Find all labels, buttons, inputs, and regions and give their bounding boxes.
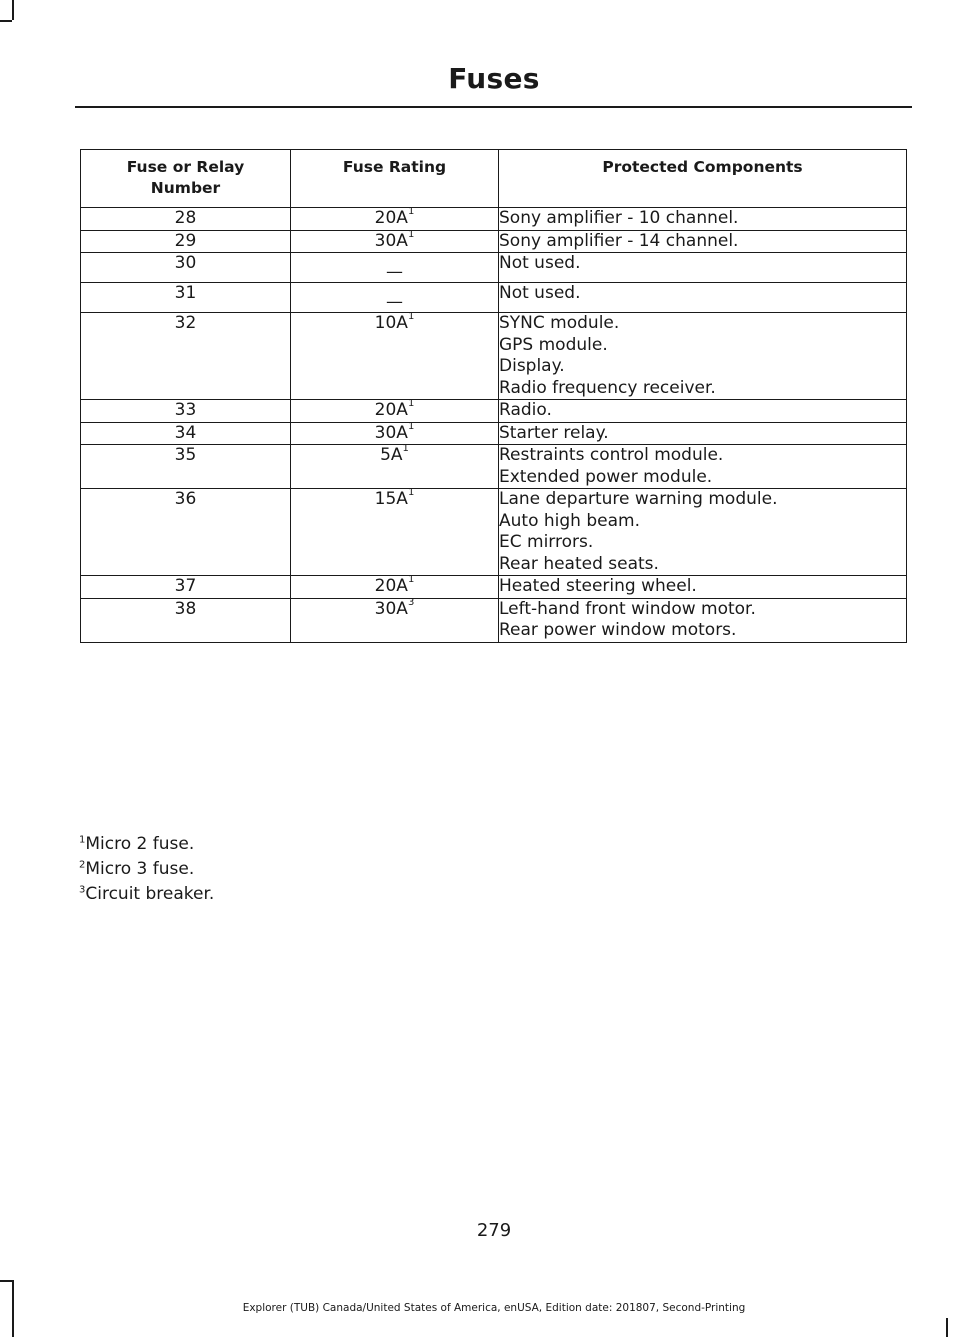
protected-components <box>499 576 907 599</box>
component-line: Not used. <box>499 253 581 273</box>
protected-components <box>499 253 907 283</box>
footnote-marker: 1 <box>407 228 415 240</box>
fuse-number: 29 <box>81 230 291 253</box>
footnote-marker: 1 <box>407 311 415 323</box>
fuse-rating-value: 20A <box>374 400 408 420</box>
page-number: 279 <box>476 1220 512 1241</box>
fuse-rating-value: 30A <box>374 598 408 619</box>
component-line: Sony amplifier - 14 channel. <box>499 230 739 251</box>
crop-mark-top-left <box>12 0 14 20</box>
fuse-rating <box>291 253 499 283</box>
footnotes <box>79 832 214 907</box>
table-row <box>81 313 907 400</box>
component-line: Radio. <box>499 400 552 420</box>
table-row <box>81 576 907 599</box>
component-line: Auto high beam. <box>499 510 640 531</box>
fuse-rating <box>291 313 499 400</box>
title-divider <box>75 106 912 108</box>
footnote-marker: 1 <box>402 443 409 455</box>
footnote: $^1$Micro 2 fuse. <box>79 834 195 854</box>
fuse-rating <box>291 489 499 576</box>
protected-components <box>499 422 907 445</box>
fuse-rating <box>291 230 499 253</box>
fuse-rating-value: 10A <box>374 313 408 333</box>
component-line: Sony amplifier - 10 channel. <box>499 208 739 228</box>
fuse-rating <box>291 576 499 599</box>
table-row <box>81 253 907 283</box>
fuse-table <box>80 149 907 643</box>
fuse-number: 35 <box>81 445 291 489</box>
component-line: EC mirrors. <box>499 532 594 552</box>
fuse-number: 30 <box>81 253 291 283</box>
fuse-rating-value: 30A <box>374 422 408 443</box>
fuse-rating <box>291 283 499 313</box>
fuse-rating-value: 5A <box>380 445 403 465</box>
table-row <box>81 230 907 253</box>
fuse-rating-value: — <box>386 262 403 282</box>
component-line: Heated steering wheel. <box>499 576 697 596</box>
table-header-row <box>81 150 907 208</box>
component-line: Rear power window motors. <box>499 620 737 640</box>
protected-components <box>499 313 907 400</box>
component-line: Lane departure warning module. <box>499 489 778 509</box>
crop-mark-bottom-right <box>946 1318 948 1337</box>
component-line: SYNC module. <box>499 313 620 333</box>
fuse-number: 36 <box>81 489 291 576</box>
fuse-table-body <box>81 208 907 643</box>
fuse-rating <box>291 422 499 445</box>
table-row <box>81 283 907 313</box>
table-row <box>81 208 907 231</box>
protected-components <box>499 445 907 489</box>
page-title: Fuses <box>448 62 540 95</box>
protected-components <box>499 230 907 253</box>
footnote: $^2$Micro 3 fuse. <box>79 859 195 879</box>
protected-components <box>499 598 907 642</box>
footnote-marker: 3 <box>407 596 415 608</box>
protected-components <box>499 489 907 576</box>
fuse-rating-value: 30A <box>374 230 408 251</box>
fuse-number: 33 <box>81 400 291 423</box>
column-header-number: Fuse or Relay Number <box>81 150 291 208</box>
fuse-rating <box>291 445 499 489</box>
component-line: Radio frequency receiver. <box>499 377 716 398</box>
component-line: Starter relay. <box>499 422 609 443</box>
component-line: Display. <box>499 356 565 376</box>
component-line: Extended power module. <box>499 466 713 487</box>
fuse-rating-value: 20A <box>374 576 408 596</box>
edition-line: Explorer (TUB) Canada/United States of America, enUSA, Edition date: 201807, Second-Printing <box>242 1302 746 1314</box>
table-row <box>81 489 907 576</box>
protected-components <box>499 208 907 231</box>
protected-components <box>499 400 907 423</box>
component-line: Restraints control module. <box>499 445 724 465</box>
fuse-rating <box>291 400 499 423</box>
footnote-marker: 1 <box>407 206 415 218</box>
table-row <box>81 422 907 445</box>
crop-mark-top-left-h <box>0 20 12 22</box>
footnote-marker: 1 <box>407 398 415 410</box>
component-line: Not used. <box>499 283 581 303</box>
fuse-rating <box>291 598 499 642</box>
component-line: Rear heated seats. <box>499 553 659 574</box>
column-header-rating: Fuse Rating <box>291 150 499 208</box>
table-row <box>81 400 907 423</box>
fuse-rating-value: 20A <box>374 208 408 228</box>
fuse-number: 34 <box>81 422 291 445</box>
table-row <box>81 445 907 489</box>
component-line: GPS module. <box>499 334 608 355</box>
fuse-number: 37 <box>81 576 291 599</box>
fuse-rating <box>291 208 499 231</box>
table-row <box>81 598 907 642</box>
footnote-marker: 1 <box>407 487 415 499</box>
footnote-marker: 1 <box>407 574 415 586</box>
component-line: Left-hand front window motor. <box>499 598 756 619</box>
fuse-rating-value: — <box>386 292 403 312</box>
fuse-number: 38 <box>81 598 291 642</box>
footnote: $^3$Circuit breaker. <box>79 884 215 904</box>
fuse-number: 28 <box>81 208 291 231</box>
protected-components <box>499 283 907 313</box>
column-header-components: Protected Components <box>499 150 907 208</box>
fuse-rating-value: 15A <box>374 489 408 509</box>
crop-mark-bottom-left-h <box>0 1280 12 1282</box>
fuse-number: 32 <box>81 313 291 400</box>
footnote-marker: 1 <box>407 420 415 432</box>
fuse-number: 31 <box>81 283 291 313</box>
